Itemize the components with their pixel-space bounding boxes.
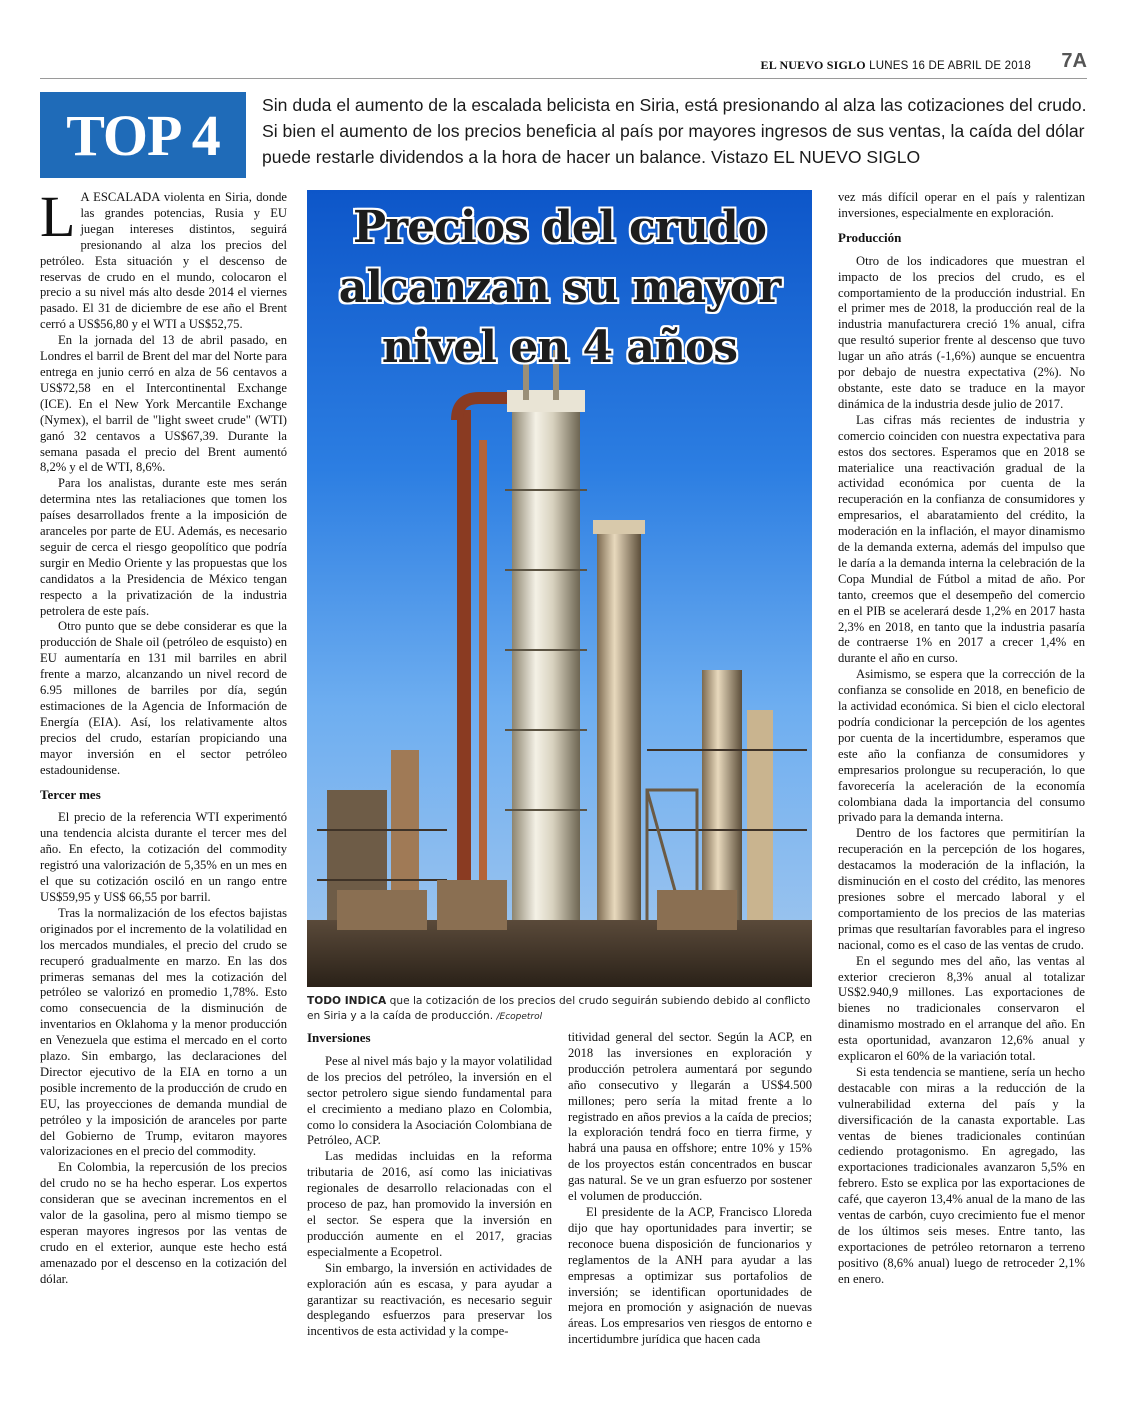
paragraph: Las medidas incluidas en la reforma tributaria de 2016, así como las iniciativas regionales de desarrollo relacionadas con el proceso de paz, han promovido la inversión en el sector. Se espera que la inversión en producción aumente en el 2017, gracias especialmente a Ecopetrol. <box>307 1149 552 1259</box>
newspaper-name: EL NUEVO SIGLO <box>760 58 866 72</box>
caption-lead: TODO INDICA <box>307 995 387 1007</box>
lead-text: Sin duda el aumento de la escalada belicista en Siria, está presionando al alza las cotizaciones del crudo. Si bien el aumento de los precios beneficia al país por mayores ingresos de sus ventas, la caída del dólar puede restarle dividendos a la hora de hacer un balance. Vistazo EL NUEVO SIGLO <box>262 95 1087 167</box>
subheading: Producción <box>838 229 902 245</box>
article-column-2 <box>307 1030 552 1340</box>
paragraph: Tras la normalización de los efectos bajistas originados por el incremento de la volatilidad en los mercados mundiales, el precio del crudo se recuperó gradualmente en marzo. En las dos primeras semanas del mes la cotización del petróleo se valorizó en promedio 1,78%. Esto como consecuencia de la disminución de inventarios en Oklahoma y la menor producción en Venezuela que estima el mercado en el corto plazo. Sin embargo, las declaraciones del Director ejecutivo de la EIA en torno a un posible incremento de la producción de crudo en EU, las proyecciones de demanda mundial de petróleo y la imposición de aranceles por parte del Gobierno de Trump, evitaron mayores valorizaciones en el precio del commodity. <box>40 905 287 1159</box>
photo-caption <box>307 994 812 1024</box>
paragraph: Otro punto que se debe considerar es que la producción de Shale oil (petróleo de esquisto) en EU aumentaría en 131 mil barriles en abril frente a marzo, alcanzando un nivel record de 6.95 millones de barriles por día, según estimaciones de la Agencia de Información de Energía (EIA). Así, los relativamente altos precios del crudo, estarían propiciando una mayor inversión en el sector petróleo estadounidense. <box>40 619 287 777</box>
paragraph: Para los analistas, durante este mes serán determina ntes las retaliaciones que tomen los países desarrollados frente a la imposición de aranceles por parte de EU. Además, es necesario seguir de cerca el riesgo geopolítico que podría surgir en Medio Oriente y las propuestas que los candidatos a la Presidencia de México tengan respecto a la privatización de la industria petrolera de este país. <box>40 476 287 618</box>
article-column-4 <box>838 190 1085 1288</box>
paragraph: Sin embargo, la inversión en actividades de exploración aún es escasa, y para ayudar a garantizar su reactivación, es necesario seguir desplegando esfuerzos para preservar los incentivos de esta actividad y la compe- <box>307 1260 552 1339</box>
subheading: Inversiones <box>307 1030 371 1045</box>
paragraph: En Colombia, la repercusión de los precios del crudo no se ha hecho esperar. Los expertos consideran que se avecinan incrementos en el valor de la gasolina, pero al mismo tiempo se esperan mayores ingresos por las ventas de crudo en el exterior, aunque este hecho está amenazado por el descenso en la cotización del dólar. <box>40 1160 287 1286</box>
paragraph: En la jornada del 13 de abril pasado, en Londres el barril de Brent del mar del Norte para entrega en junio cerró en alza de 56 centavos a US$72,58 en el Intercontinental Exchange (ICE). En el New York Mercantile Exchange (Nymex), el barril de "light sweet crude" (WTI) ganó 32 centavos a US$67,39. Durante la semana pasada el precio del Brent aumentó 8,2% y el de WTI, 8,6%. <box>40 333 287 475</box>
top-banner <box>40 92 1087 178</box>
paragraph: L A ESCALADA violenta en Siria, donde las grandes potencias, Rusia y EU juegan intereses distintos, seguirá presionando al alza los precios del petróleo. Esta situación y el descenso de reservas de crudo en el mundo, colocaron el precio a su nivel más alto desde 2014 el viernes pasado. El 31 de diciembre de ese año el Brent cerró a US$56,80 y el WTI a US$52,75. <box>40 184 287 332</box>
paragraph: Pese al nivel más bajo y la mayor volatilidad de los precios del petróleo, la inversión en el sector petrolero sigue siendo fundamental para el crecimiento a mediano plazo en Colombia, como lo considera la Asociación Colombiana de Petróleo, ACP. <box>307 1053 552 1148</box>
masthead <box>40 44 1087 79</box>
caption-text: que la cotización de los precios del crudo seguirán subiendo debido al conflicto en Siria y a la caída de producción. <box>307 995 811 1022</box>
paragraph: Si esta tendencia se mantiene, sería un hecho destacable con miras a la reducción de la vulnerabilidad externa del país y la diversificación de la canasta exportable. Las ventas de bienes tradicionales continúan cediendo protagonismo. En agregado, las exportaciones tradicionales avanzaron 5,5% en febrero. Esto se explica por las exportaciones de café, que cayeron 13,4% anual de la mano de las ventas de carbón, cuyo crecimiento fue el menor de los últimos seis meses. Entre tanto, las exportaciones de petróleo retornaron a terreno positivo (8,6% anual) luego de retroceder 2,1% en enero. <box>838 1064 1085 1286</box>
drop-cap: L <box>40 184 76 249</box>
issue-date: LUNES 16 DE ABRIL DE 2018 <box>869 60 1031 72</box>
article-column-3 <box>568 1030 812 1348</box>
page-number: 7A <box>1061 50 1087 72</box>
section-label: TOP 4 <box>40 92 246 178</box>
paragraph: Asimismo, se espera que la corrección de la confianza se consolide en 2018, en beneficio de la actividad económica. Si bien el ciclo electoral podría condicionar la percepción de los agentes por cuenta de la incertidumbre, esperamos que este año la confianza de consumidores y empresarios prolongue su recuperación, lo que favorecería la aceleración de la economía colombiana dada la importancia del consumo privado para la demanda interna. <box>838 667 1085 825</box>
paragraph: En el segundo mes del año, las ventas al exterior crecieron 8,3% anual al totalizar US$2.940,9 millones. Las exportaciones de bienes no tradicionales conservaron el dinamismo mostrado en el arranque del año. En esta oportunidad, avanzaron 12,6% anual y explicaron el 60% de la variación total. <box>838 953 1085 1064</box>
paragraph: Dentro de los factores que permitirían la recuperación en la percepción de los hogares, destacamos la moderación de la inflación, la disminución en el costo del crédito, las menores presiones sobre el mercado laboral y el comportamiento de los precios de las materias primas que resultarían favorables para el ingreso nacional, como es el caso de las ventas de crudo. <box>838 826 1085 952</box>
paragraph: El presidente de la ACP, Francisco Lloreda dijo que hay oportunidades para invertir; se reconoce buena disposición de funcionarios y reglamentos de la ANH para ayudar a las empresas a optimizar sus portafolios de inversión; se identifican oportunidades de mejora en promoción y asignación de nuevas áreas. Los empresarios ven riesgos de entorno e incertidumbre jurídica que hacen cada <box>568 1204 812 1347</box>
article-column-1 <box>40 184 287 1288</box>
paragraph: vez más difícil operar en el país y ralentizan inversiones, especialmente en exploración. <box>838 190 1085 220</box>
masthead-info <box>761 58 1032 73</box>
paragraph: Otro de los indicadores que muestran el impacto de los precios del crudo, es el comportamiento de la producción industrial. En el primer mes de 2018, la producción real de la industria manufacturera creció 1% anual, cifra que resultó superior frente al descenso que tuvo lugar un año atrás (-1,6%) aunque se encuentra por debajo de nuestra expectativa (2%). No obstante, este dato se traduce en la mayor dinámica de la industria desde julio de 2017. <box>838 253 1085 411</box>
photo-credit: /Ecopetrol <box>496 1011 543 1022</box>
paragraph: Las cifras más recientes de industria y comercio coinciden con nuestra expectativa para estos dos sectores. Esperamos que en 2018 se materialice una reactivación gradual de la actividad económica por cuenta de la recuperación en la confianza de consumidores y empresarios, el abaratamiento del crédito, la moderación en la inflación, el mayor dinamismo de la demanda externa, además del impulso que le daría a la demanda interna la celebración de la Copa Mundial de Fútbol a mitad de año. Por tanto, creemos que el desempeño del comercio en el PIB se acelerará desde 1,2% en 2017 hasta 2,3% en 2018, en tanto que la industria pasaría de contraerse 1% en 2017 a crecer 1,4% en durante el año en curso. <box>838 412 1085 666</box>
headline: Precios del crudo alcanzan su mayor nivel en 4 años <box>338 202 781 373</box>
subheading: Tercer mes <box>40 786 101 802</box>
paragraph: El precio de la referencia WTI experimentó una tendencia alcista durante el tercer mes del año. En efecto, la cotización del commodity registró una valorización de 5,35% en un mes en el que su cotización osciló en un rango entre US$59,95 y US$ 66,55 por barril. <box>40 810 287 904</box>
paragraph: titividad general del sector. Según la ACP, en 2018 las inversiones en exploración y producción petrolera aumentará por segundo año consecutivo y llegarán a US$4.500 millones; pero sería la mitad frente a lo registrado en años previos a la caída de precios; la exploración tendrá foco en tierra firme, y habrá una pausa en offshore; entre 10% y 15% de los proyectos están concentrados en buscar gas natural. Se ve un gran esfuerzo por sostener el volumen de producción. <box>568 1030 812 1204</box>
refinery-photo <box>307 190 812 987</box>
